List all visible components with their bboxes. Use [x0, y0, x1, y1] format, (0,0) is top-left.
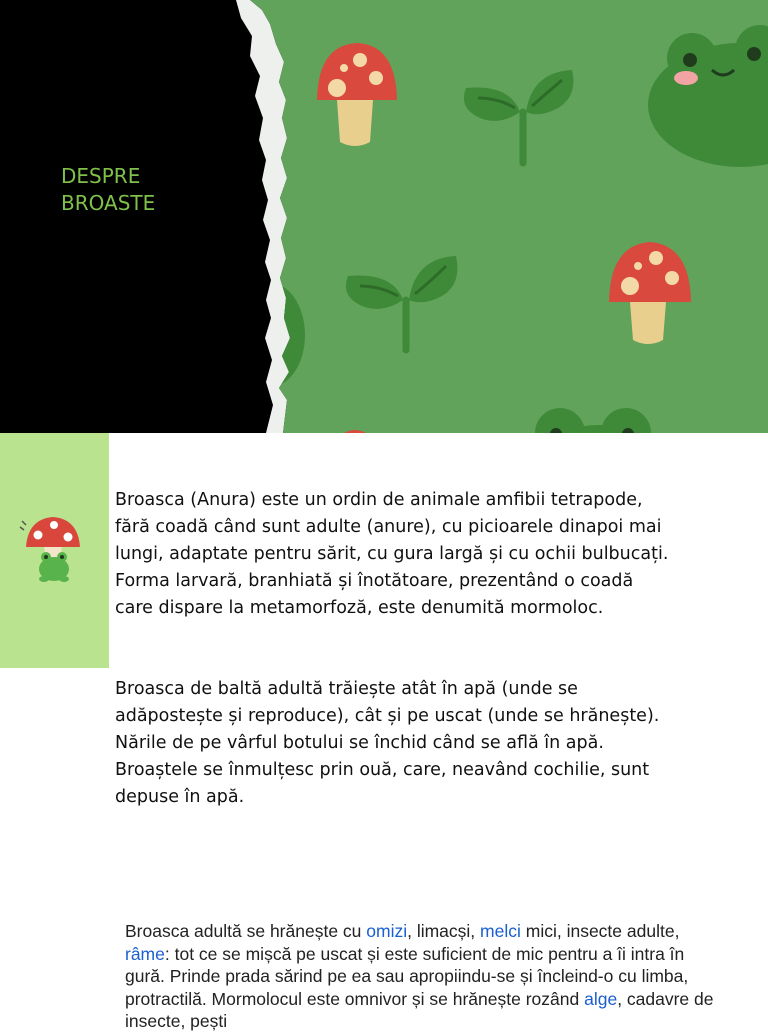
paragraph-diet [125, 920, 725, 1033]
diet-text-4: : tot ce se mișcă pe uscat și este suficient de mic pentru a îi intra în gură. Prinde prada sărind pe ea sau apropiindu-se și încleind-o cu limba, protractilă. Mormolocul este omnivor și se hrănește rozând [125, 943, 689, 1009]
diet-text-5: , cadavre de insecte, pești [125, 988, 714, 1031]
frog-mushroom-icon [18, 513, 88, 583]
banner-title [61, 163, 155, 217]
link-alge[interactable]: alge [584, 988, 618, 1009]
diet-text-1: Broasca adultă se hrănește cu [125, 921, 367, 941]
paragraph-anura: Broasca (Anura) este un ordin de animale amfibii tetrapode, fără coadă când sunt adulte (anure), cu picioarele dinapoi mai lungi, adaptate pentru sărit, cu gura largă și cu ochii bulbucați. Forma larvară, branhiată și înotătoare, prezentând o coadă care dispare la metamorfoză, este denumită mormoloc. [115, 490, 669, 618]
paragraph-habitat: Broasca de baltă adultă trăiește atât în apă (unde se adăpostește și reproduce), cât și pe uscat (unde se hrănește). Nările de pe vârful botului se închid când se află în apă. Broaștele se înmulțesc prin ouă, care, neavând cochilie, sunt depuse în apă. [115, 679, 660, 807]
banner-title-line1: DESPRE [61, 164, 141, 188]
banner-title-line2: BROASTE [61, 191, 156, 215]
link-melci[interactable]: melci [480, 921, 521, 941]
link-omizi[interactable]: omizi [366, 921, 408, 941]
diet-text-2: , limacși, [407, 921, 481, 941]
side-panel [0, 433, 109, 668]
link-rame[interactable]: râme [125, 943, 165, 964]
diet-text-3: mici, insecte adulte, [520, 921, 680, 941]
header-banner [0, 0, 768, 433]
